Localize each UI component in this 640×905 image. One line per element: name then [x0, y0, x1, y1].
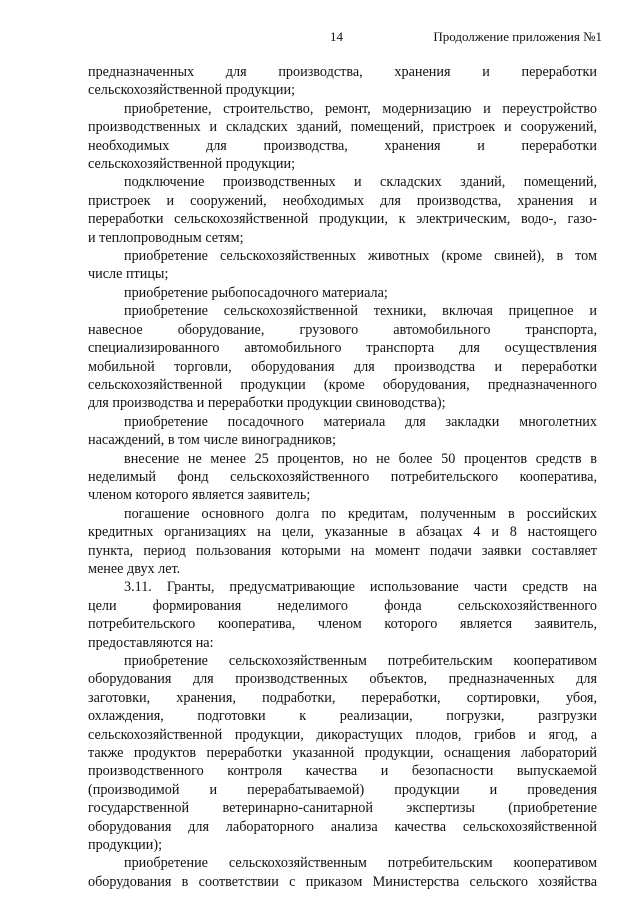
- text-line: подключение производственных и складских зданий, помещений,: [124, 174, 597, 191]
- text-line: продукции);: [88, 837, 163, 854]
- text-line: внесение не менее 25 процентов, но не более 50 процентов средств в: [124, 450, 597, 467]
- text-line: предоставляются на:: [88, 634, 214, 651]
- text-line: государственной ветеринарно-санитарной экспертизы (приобретение: [88, 800, 597, 817]
- appendix-continuation-note: Продолжение приложения №1: [433, 29, 602, 44]
- page-header: [0, 29, 640, 47]
- text-line: членом которого является заявитель;: [88, 487, 311, 504]
- page-number: 14: [330, 29, 343, 44]
- text-line: приобретение сельскохозяйственной техники, включая прицепное и: [124, 303, 597, 320]
- text-line: навесное оборудование, грузового автомобильного транспорта,: [88, 321, 597, 338]
- text-line: производственного контроля качества и безопасности выпускаемой: [88, 763, 597, 780]
- text-line: (производимой и перерабатываемой) продукции и проведения: [88, 781, 597, 798]
- text-line: числе птицы;: [88, 266, 169, 283]
- text-line: производственных и складских зданий, помещений, пристроек и сооружений,: [88, 119, 597, 136]
- text-line: кредитных организациях на цели, указанные в абзацах 4 и 8 настоящего: [88, 524, 597, 541]
- text-line: и теплопроводным сетям;: [88, 229, 244, 246]
- text-line: приобретение посадочного материала для закладки многолетних: [124, 413, 597, 430]
- text-line: переработки сельскохозяйственной продукции, к электрическим, водо-, газо-: [88, 211, 597, 228]
- text-line: приобретение рыбопосадочного материала;: [124, 284, 388, 301]
- text-line: менее двух лет.: [88, 560, 181, 577]
- text-line: 3.11. Гранты, предусматривающие использование части средств на: [124, 579, 597, 596]
- document-body: [88, 63, 597, 891]
- text-line: необходимых для производства, хранения и переработки: [88, 137, 597, 154]
- text-line: сельскохозяйственной продукции, дикорастущих плодов, грибов и ягод, а: [88, 726, 597, 743]
- text-line: также продуктов переработки указанной продукции, оснащения лабораторий: [88, 745, 597, 762]
- text-line: потребительского кооператива, членом которого является заявитель,: [88, 616, 597, 633]
- text-line: сельскохозяйственной продукции;: [88, 82, 296, 99]
- text-line: охлаждения, подготовки к реализации, погрузки, разгрузки: [88, 708, 597, 725]
- text-line: цели формирования неделимого фонда сельскохозяйственного: [88, 597, 597, 614]
- text-line: предназначенных для производства, хранения и переработки: [88, 64, 597, 80]
- text-line: неделимый фонд сельскохозяйственного потребительского кооператива,: [88, 468, 597, 485]
- text-line: приобретение, строительство, ремонт, модернизацию и переустройство: [124, 100, 597, 117]
- text-line: оборудования для лабораторного анализа качества сельскохозяйственной: [88, 818, 597, 835]
- text-line: для производства и переработки продукции свиноводства);: [88, 395, 446, 412]
- text-line: сельскохозяйственной продукции;: [88, 156, 296, 173]
- text-line: оборудования в соответствии с приказом Министерства сельского хозяйства: [88, 873, 597, 890]
- text-line: специализированного автомобильного транспорта для осуществления: [88, 340, 597, 357]
- text-line: приобретение сельскохозяйственным потребительским кооперативом: [124, 855, 597, 872]
- text-line: погашение основного долга по кредитам, полученным в российских: [124, 505, 597, 522]
- text-line: оборудования для производственных объектов, предназначенных для: [88, 671, 597, 688]
- text-line: насаждений, в том числе виноградников;: [88, 432, 336, 449]
- text-line: заготовки, хранения, подработки, переработки, сортировки, убоя,: [88, 689, 597, 706]
- text-line: приобретение сельскохозяйственным потребительским кооперативом: [124, 653, 597, 669]
- text-line: мобильной торговли, оборудования для производства и переработки: [88, 358, 597, 375]
- text-line: пункта, период пользования которыми на момент подачи заявки составляет: [88, 542, 597, 559]
- text-line: пристроек и сооружений, необходимых для производства, хранения и: [88, 192, 597, 209]
- text-line: приобретение сельскохозяйственных животных (кроме свиней), в том: [124, 248, 597, 265]
- text-line: сельскохозяйственной продукции (кроме оборудования, предназначенного: [88, 376, 597, 393]
